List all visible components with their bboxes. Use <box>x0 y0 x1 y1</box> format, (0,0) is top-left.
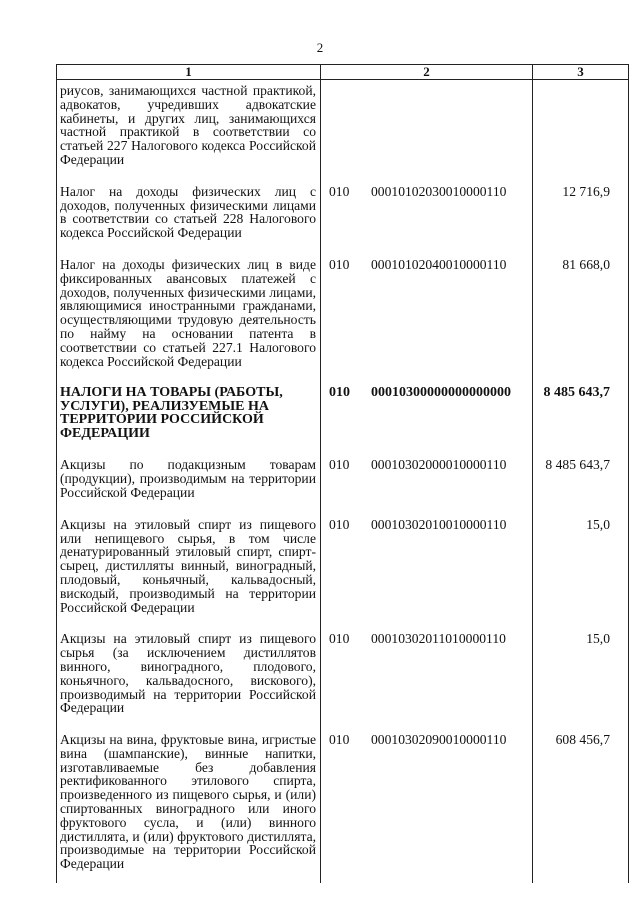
row-amount: 8 485 643,7 <box>533 458 629 499</box>
admin-code: 010 <box>329 256 350 272</box>
admin-code: 010 <box>329 457 350 473</box>
admin-code: 010 <box>329 516 350 532</box>
row-amount: 81 668,0 <box>533 258 629 368</box>
table-header-row <box>57 65 629 80</box>
row-amount: 15,0 <box>533 518 629 615</box>
row-name: Налог на доходы физических лиц в виде фиксированных авансовых платежей с доходов, полученных физическими лицами, являющимися иностранными гражданами, осуществляющими трудовую деятельность по найму на основании патента в соответствии со статьей 227.1 Налогового кодекса Российской Федерации <box>57 258 321 368</box>
kbk-code: 00010302011010000110 <box>371 631 506 647</box>
row-amount: 12 716,9 <box>533 185 629 240</box>
table-row <box>57 632 629 715</box>
revenue-table <box>56 64 629 883</box>
row-name: Налог на доходы физических лиц с доходов, полученных физическими лицами в соответствии со статьей 228 Налогового кодекса Российской Федерации <box>57 185 321 240</box>
table-row-section <box>57 386 629 440</box>
table-row <box>57 733 629 883</box>
row-name: риусов, занимающихся частной практикой, адвокатов, учредивших адвокатские кабинеты, и других лиц, занимающихся частной практикой в соответствии со статьей 227 Налогового кодекса Российской Федерации <box>57 80 321 167</box>
column-header-1: 1 <box>57 65 321 80</box>
kbk-code: 00010302000010000110 <box>371 457 507 473</box>
admin-code: 010 <box>329 385 350 401</box>
table-row <box>57 518 629 615</box>
row-amount: 15,0 <box>533 632 629 715</box>
admin-code: 010 <box>329 183 350 199</box>
page-number: 2 <box>316 40 324 55</box>
column-header-2: 2 <box>321 65 533 80</box>
admin-code: 010 <box>329 732 350 748</box>
row-amount: 608 456,7 <box>533 733 629 883</box>
admin-code: 010 <box>329 631 350 647</box>
row-name: Акцизы на этиловый спирт из пищевого или непищевого сырья, в том числе денатурированный этиловый спирт, спирт-сырец, дистилляты винный, виноградный, плодовый, коньячный, кальвадосный, вискодый, производимый на территории Российской Федерации <box>57 518 321 615</box>
row-amount: 8 485 643,7 <box>533 386 629 440</box>
column-header-3: 3 <box>533 65 629 80</box>
row-name: Акцизы по подакцизным товарам (продукции), производимым на территории Российской Федерации <box>57 458 321 499</box>
row-name: Акцизы на этиловый спирт из пищевого сырья (за исключением дистиллятов винного, виноградного, плодового, коньячного, кальвадосного, вискового), производимый на территории Российской Федерации <box>57 632 321 715</box>
table-row <box>57 258 629 368</box>
kbk-code: 00010102040010000110 <box>371 256 507 272</box>
kbk-code: 00010102030010000110 <box>371 183 507 199</box>
row-name: Акцизы на вина, фруктовые вина, игристые вина (шампанские), винные напитки, изготавливаемые без добавления ректификованного этилового спирта, произведенного из пищевого сырья, и (или) спиртованных виноградного или иного фруктового сусла, и (или) винного дистиллята, и (или) фруктового дистиллята, производимые на территории Российской Федерации <box>57 733 321 883</box>
kbk-code: 00010302010010000110 <box>371 516 507 532</box>
table-row <box>57 458 629 499</box>
section-name: НАЛОГИ НА ТОВАРЫ (РАБОТЫ, УСЛУГИ), РЕАЛИЗУЕМЫЕ НА ТЕРРИТОРИИ РОССИЙСКОЙ ФЕДЕРАЦИИ <box>57 386 321 440</box>
table-row <box>57 185 629 240</box>
kbk-code: 00010302090010000110 <box>371 732 507 748</box>
table-row-continuation <box>57 80 629 167</box>
kbk-code: 00010300000000000000 <box>371 385 511 401</box>
